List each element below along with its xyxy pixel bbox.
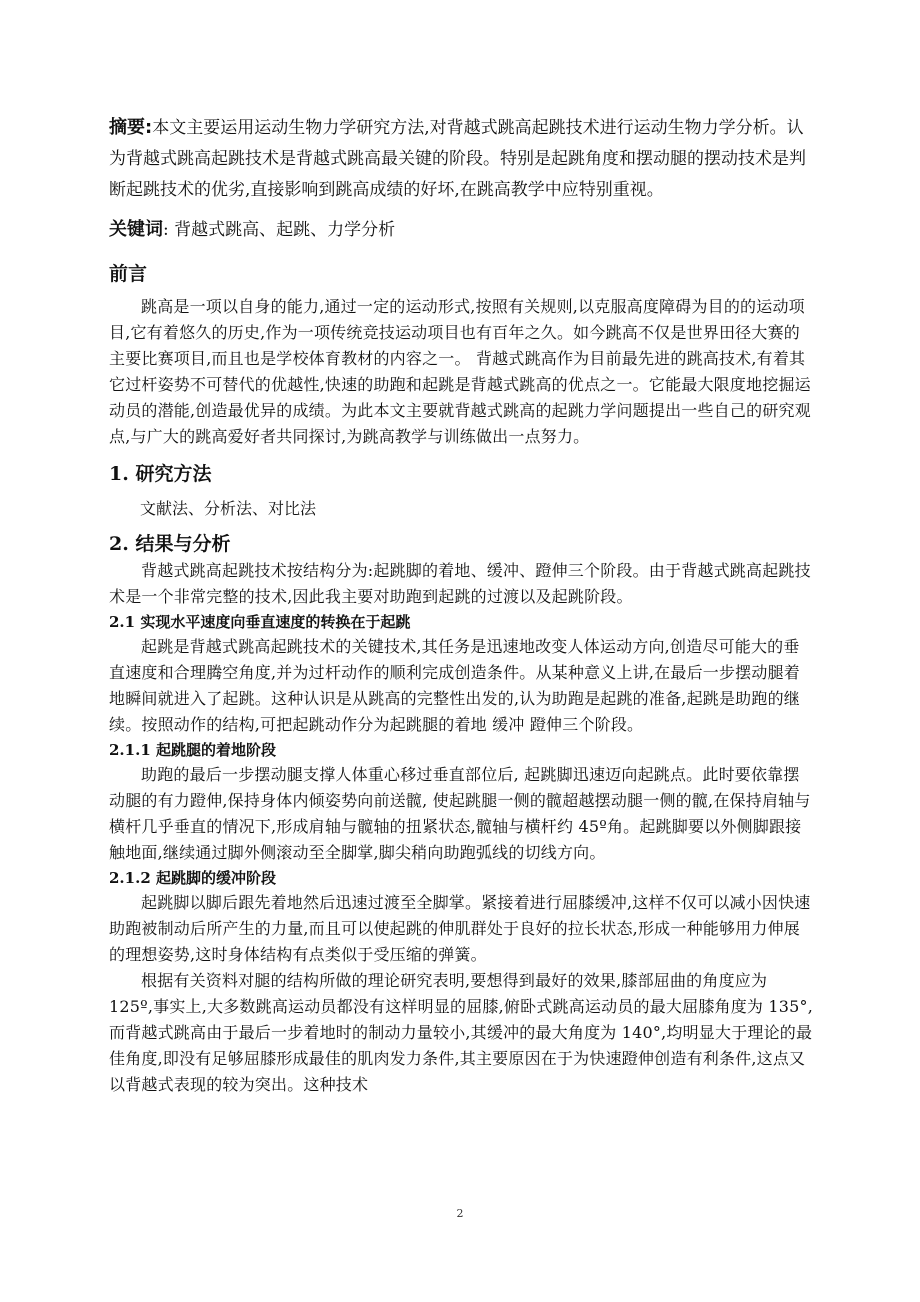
section2-1-2-heading: 2.1.2 起跳脚的缓冲阶段 <box>109 869 276 887</box>
section2-1-1-heading: 2.1.1 起跳腿的着地阶段 <box>109 741 276 759</box>
research-methods-text: 文献法、分析法、对比法 <box>140 499 317 518</box>
section2-heading: 2. 结果与分析 <box>109 533 231 555</box>
section2-1-paragraph: 起跳是背越式跳高起跳技术的关键技术,其任务是迅速地改变人体运动方向,创造尽可能大的垂直速度和合理腾空角度,并为过杆动作的顺利完成创造条件。从某种意义上讲,在最后一步摆动腿着地瞬间就进入了起跳。这种认识是从跳高的完整性出发的,认为助跑是起跳的准备,起跳是助跑的继续。按照动作的结构,可把起跳动作分为起跳腿的着地 缓冲 蹬伸三个阶段。 <box>109 637 800 734</box>
keywords <box>109 216 814 244</box>
keywords-text: : 背越式跳高、起跳、力学分析 <box>163 220 396 240</box>
abstract-label: 摘要: <box>109 117 153 138</box>
section1-heading: 1. 研究方法 <box>109 463 212 485</box>
preface-paragraph: 跳高是一项以自身的能力,通过一定的运动形式,按照有关规则,以克服高度障碍为目的的运动项目,它有着悠久的历史,作为一项传统竞技运动项目也有百年之久。如今跳高不仅是世界田径大赛的主要比赛项目,而且也是学校体育教材的内容之一。 背越式跳高作为目前最先进的跳高技术,有着其它过杆姿势不可替代的优越性,快速的助跑和起跳是背越式跳高的优点之一。它能最大限度地挖掘运动员的潜能,创造最优异的成绩。为此本文主要就背越式跳高的起跳力学问题提出一些自己的研究观点,与广大的跳高爱好者共同探讨,为跳高教学与训练做出一点努力。 <box>109 297 811 446</box>
section2-1-heading: 2.1 实现水平速度向垂直速度的转换在于起跳 <box>109 613 411 631</box>
section2-1-2-paragraph-1: 起跳脚以脚后跟先着地然后迅速过渡至全脚掌。紧接着进行屈膝缓冲,这样不仅可以减小因快速助跑被制动后所产生的力量,而且可以使起跳的伸肌群处于良好的拉长状态,形成一种能够用力伸展的理想姿势,这时身体结构有点类似于受压缩的弹簧。 <box>109 893 811 964</box>
section2-1-1-paragraph: 助跑的最后一步摆动腿支撑人体重心移过垂直部位后, 起跳脚迅速迈向起跳点。此时要依靠摆动腿的有力蹬伸,保持身体内倾姿势向前送髋, 使起跳腿一侧的髋超越摆动腿一侧的髋,在保持肩轴与横杆几乎垂直的情况下,形成肩轴与髋轴的扭紧状态,髋轴与横杆约 45º角。起跳脚要以外侧脚跟接触地面,继续通过脚外侧滚动至全脚掌,脚尖稍向助跑弧线的切线方向。 <box>109 765 811 862</box>
preface-heading: 前言 <box>109 263 148 285</box>
section2-1-2-paragraph-2: 根据有关资料对腿的结构所做的理论研究表明,要想得到最好的效果,膝部屈曲的角度应为 125º,事实上,大多数跳高运动员都没有这样明显的屈膝,俯卧式跳高运动员的最大屈膝角度为 135°,而背越式跳高由于最后一步着地时的制动力量较小,其缓冲的最大角度为 140°,均明显大于理论的最佳角度,即没有足够屈膝形成最佳的肌肉发力条件,其主要原因在于为快速蹬伸创造有利条件,这点又以背越式表现的较为突出。这种技术 <box>109 971 814 1094</box>
section2-intro-paragraph: 背越式跳高起跳技术按结构分为:起跳脚的着地、缓冲、蹬伸三个阶段。由于背越式跳高起跳技术是一个非常完整的技术,因此我主要对助跑到起跳的过渡以及起跳阶段。 <box>109 561 811 606</box>
abstract-text: 本文主要运用运动生物力学研究方法,对背越式跳高起跳技术进行运动生物力学分析。认为背越式跳高起跳技术是背越式跳高最关键的阶段。特别是起跳角度和摆动腿的摆动技术是判断起跳技术的优劣,直接影响到跳高成绩的好坏,在跳高教学中应特别重视。 <box>109 118 806 200</box>
keywords-label: 关键词 <box>109 219 163 240</box>
page-number: 2 <box>456 1207 464 1220</box>
abstract <box>109 112 814 206</box>
